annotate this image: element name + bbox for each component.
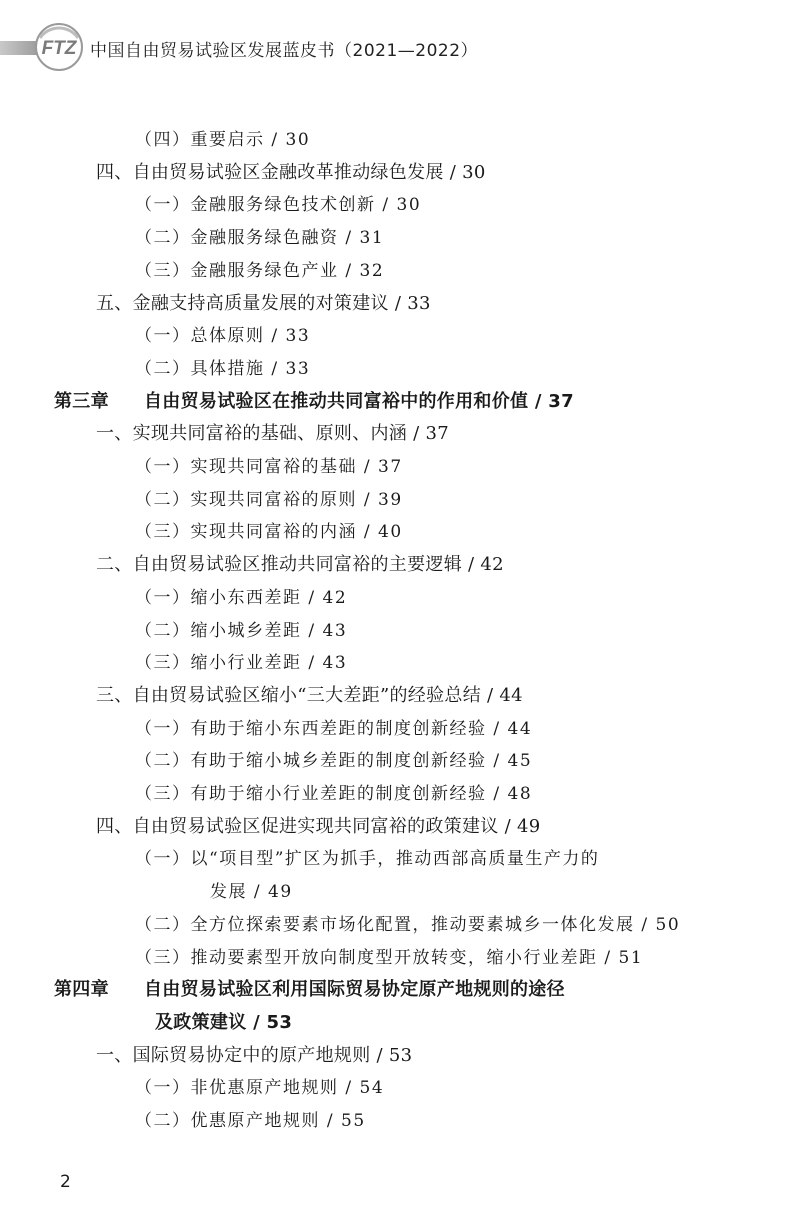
toc-subsection-entry: （一）有助于缩小东西差距的制度创新经验 / 44: [135, 718, 533, 739]
toc-chapter-entry: [54, 386, 574, 418]
toc-subsection-entry: （三）实现共同富裕的内涵 / 40: [135, 522, 403, 543]
chapter-number: 第三章: [54, 390, 109, 412]
toc-section-entry: 三、自由贸易试验区缩小“三大差距”的经验总结 / 44: [96, 684, 523, 706]
toc-subsection-entry: （一）以“项目型”扩区为抓手，推动西部高质量生产力的: [135, 849, 600, 870]
toc-subsection-entry: （三）金融服务绿色产业 / 32: [135, 260, 385, 281]
chapter-title: 自由贸易试验区在推动共同富裕中的作用和价值 / 37: [144, 390, 574, 412]
toc-subsection-entry: （二）优惠原产地规则 / 55: [135, 1111, 366, 1131]
toc-subsection-entry: （一）金融服务绿色技术创新 / 30: [135, 195, 422, 216]
toc-subsection-entry: （二）实现共同富裕的原则 / 39: [135, 489, 403, 510]
toc-continuation-line: 及政策建议 / 53: [155, 1011, 293, 1033]
page-header: [0, 0, 790, 80]
toc-subsection-entry: （二）有助于缩小城乡差距的制度创新经验 / 45: [135, 751, 533, 772]
toc-section-entry: 四、自由贸易试验区促进实现共同富裕的政策建议 / 49: [96, 815, 541, 837]
toc-chapter-entry: [54, 974, 565, 1006]
toc-section-entry: 一、国际贸易协定中的原产地规则 / 53: [96, 1044, 413, 1066]
toc-subsection-entry: （三）有助于缩小行业差距的制度创新经验 / 48: [135, 784, 533, 804]
page-number: 2: [60, 1172, 71, 1192]
toc-section-entry: 五、金融支持高质量发展的对策建议 / 33: [96, 292, 431, 314]
toc-subsection-entry: （二）缩小城乡差距 / 43: [135, 620, 348, 641]
toc-continuation-line: 发展 / 49: [210, 882, 293, 903]
toc-subsection-entry: （一）非优惠原产地规则 / 54: [135, 1078, 385, 1099]
toc-subsection-entry: （三）推动要素型开放向制度型开放转变，缩小行业差距 / 51: [135, 947, 644, 968]
toc-section-entry: 四、自由贸易试验区金融改革推动绿色发展 / 30: [96, 161, 486, 183]
toc-section-entry: 一、实现共同富裕的基础、原则、内涵 / 37: [96, 423, 450, 445]
toc-subsection-entry: （二）金融服务绿色融资 / 31: [135, 228, 385, 249]
chapter-number: 第四章: [54, 979, 109, 1001]
chapter-title: 自由贸易试验区利用国际贸易协定原产地规则的途径: [144, 979, 565, 1001]
toc-subsection-entry: （一）缩小东西差距 / 42: [135, 587, 348, 608]
ftz-logo-icon: [34, 22, 84, 72]
toc-subsection-entry: （二）全方位探索要素市场化配置，推动要素城乡一体化发展 / 50: [135, 914, 681, 935]
toc-subsection-entry: （二）具体措施 / 33: [135, 358, 311, 379]
toc-subsection-entry: （四）重要启示 / 30: [135, 130, 311, 150]
logo-text: FTZ: [41, 38, 77, 59]
toc-subsection-entry: （三）缩小行业差距 / 43: [135, 653, 348, 674]
toc-subsection-entry: （一）总体原则 / 33: [135, 326, 311, 347]
running-header-title: 中国自由贸易试验区发展蓝皮书（2021—2022）: [90, 41, 479, 61]
toc-section-entry: 二、自由贸易试验区推动共同富裕的主要逻辑 / 42: [96, 554, 504, 576]
toc-subsection-entry: （一）实现共同富裕的基础 / 37: [135, 457, 403, 477]
